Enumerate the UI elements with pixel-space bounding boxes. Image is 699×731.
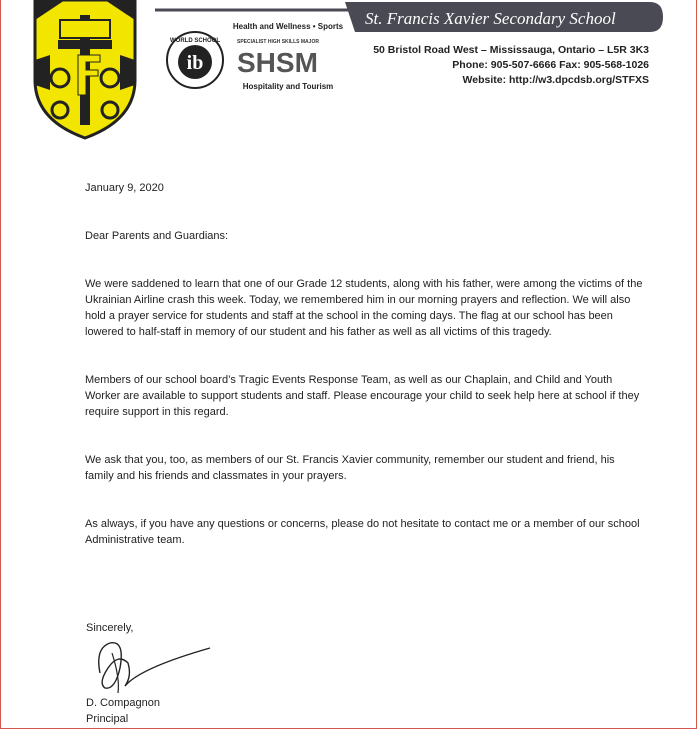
letter-body: [85, 180, 645, 580]
letter-closing: Sincerely,: [86, 622, 134, 634]
letter-paragraph-4: As always, if you have any questions or concerns, please do not hesitate to contact me or a member of our school Administrative team.: [85, 518, 640, 546]
school-name: St. Francis Xavier Secondary School: [365, 9, 616, 28]
svg-text:SPECIALIST HIGH SKILLS MAJOR: SPECIALIST HIGH SKILLS MAJOR: [237, 39, 319, 45]
letter-paragraph-2: Members of our school board’s Tragic Events Response Team, as well as our Chaplain, and Child and Youth Worker are available to support students and staff. Please encourage your child to seek help here at school if they require support in this regard.: [85, 374, 640, 418]
school-phone-fax: Phone: 905-507-6666 Fax: 905-568-1026: [452, 59, 649, 71]
school-crest-logo: [30, 0, 140, 140]
svg-text:WORLD SCHOOL: WORLD SCHOOL: [170, 38, 220, 44]
shsm-program-bottom: Hospitality and Tourism: [242, 82, 334, 91]
svg-text:ib: ib: [186, 52, 204, 74]
letter-greeting: Dear Parents and Guardians:: [85, 230, 229, 242]
banner-rule: [155, 0, 375, 12]
shsm-logo: [233, 34, 343, 76]
handwritten-signature: [90, 628, 220, 698]
school-website: Website: http://w3.dpcdsb.org/STFXS: [462, 74, 649, 86]
letter-paragraph-1: We were saddened to learn that one of our Grade 12 students, along with his father, were among the victims of the Ukrainian Airline crash this week. Today, we remembered him in our morning prayers and reflection. We will also hold a prayer service for students and staff at the school in the coming days. The flag at our school has been lowered to half-staff in memory of our student and his father as well as all victims of this tragedy.: [85, 278, 643, 338]
signer-title: Principal: [86, 713, 129, 725]
school-name-banner: [345, 2, 665, 32]
shsm-block: [228, 22, 348, 91]
signer-name: D. Compagnon: [86, 697, 160, 709]
school-address: 50 Bristol Road West – Mississauga, Ontario – L5R 3K3: [373, 44, 649, 56]
school-address-block: [373, 43, 649, 88]
svg-text:SHSM: SHSM: [237, 47, 318, 76]
letter-date: January 9, 2020: [85, 182, 164, 194]
shsm-programs-top: Health and Wellness • Sports: [232, 22, 344, 31]
ib-world-school-logo: [165, 30, 225, 90]
letter-paragraph-3: We ask that you, too, as members of our St. Francis Xavier community, remember our student and friend, his family and his friends and classmates in your prayers.: [85, 454, 615, 482]
